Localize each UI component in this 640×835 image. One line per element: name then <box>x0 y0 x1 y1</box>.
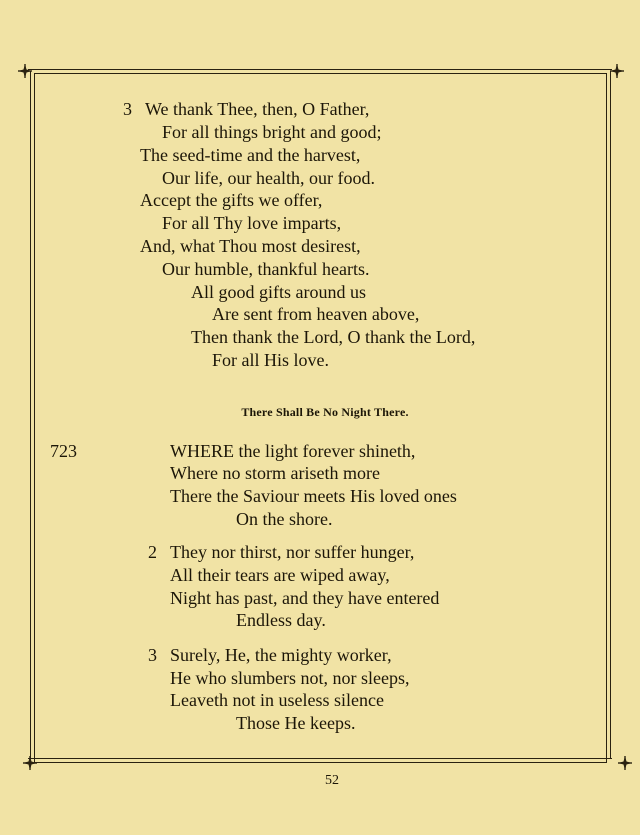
verse-line: For all things bright and good; <box>162 122 382 142</box>
hymn-title: There Shall Be No Night There. <box>241 405 409 419</box>
verse-line: There the Saviour meets His loved ones <box>170 486 457 506</box>
verse-line: We thank Thee, then, O Father, <box>145 99 370 119</box>
verse-line: They nor thirst, nor suffer hunger, <box>170 542 415 562</box>
verse-line: Where no storm ariseth more <box>170 463 380 483</box>
page-number: 52 <box>325 773 339 788</box>
stanza-number: 3 <box>123 99 132 119</box>
verse-line: All their tears are wiped away, <box>170 565 390 585</box>
verse-line: Then thank the Lord, O thank the Lord, <box>191 327 476 347</box>
border-rule-top-inner <box>34 73 606 74</box>
verse-line: Are sent from heaven above, <box>212 304 420 324</box>
verse-line: On the shore. <box>236 509 333 529</box>
verse-line: WHERE the light forever shineth, <box>170 441 416 461</box>
cross-ornament-icon <box>617 755 633 771</box>
border-rule-bottom-inner <box>34 762 606 763</box>
verse-line: All good gifts around us <box>191 282 366 302</box>
verse-line: Those He keeps. <box>236 713 356 733</box>
verse-line: Endless day. <box>236 610 326 630</box>
verse-line: Leaveth not in useless silence <box>170 690 384 710</box>
cross-ornament-icon <box>22 755 38 771</box>
hymn-number: 723 <box>50 441 77 461</box>
verse-line: He who slumbers not, nor sleeps, <box>170 668 410 688</box>
verse-line: For all His love. <box>212 350 329 370</box>
stanza-number: 2 <box>148 542 157 562</box>
verse-line: Our humble, thankful hearts. <box>162 259 370 279</box>
verse-line: Night has past, and they have entered <box>170 588 440 608</box>
verse-line: For all Thy love imparts, <box>162 213 342 233</box>
cross-ornament-icon <box>17 63 33 79</box>
cross-ornament-icon <box>609 63 625 79</box>
verse-line: Accept the gifts we offer, <box>140 190 323 210</box>
border-rule-top-outer <box>28 69 612 70</box>
stanza-number: 3 <box>148 645 157 665</box>
verse-line: Our life, our health, our food. <box>162 168 375 188</box>
verse-line: And, what Thou most desirest, <box>140 236 361 256</box>
border-rule-bottom-outer <box>28 758 612 759</box>
verse-line: Surely, He, the mighty worker, <box>170 645 392 665</box>
verse-line: The seed-time and the harvest, <box>140 145 361 165</box>
